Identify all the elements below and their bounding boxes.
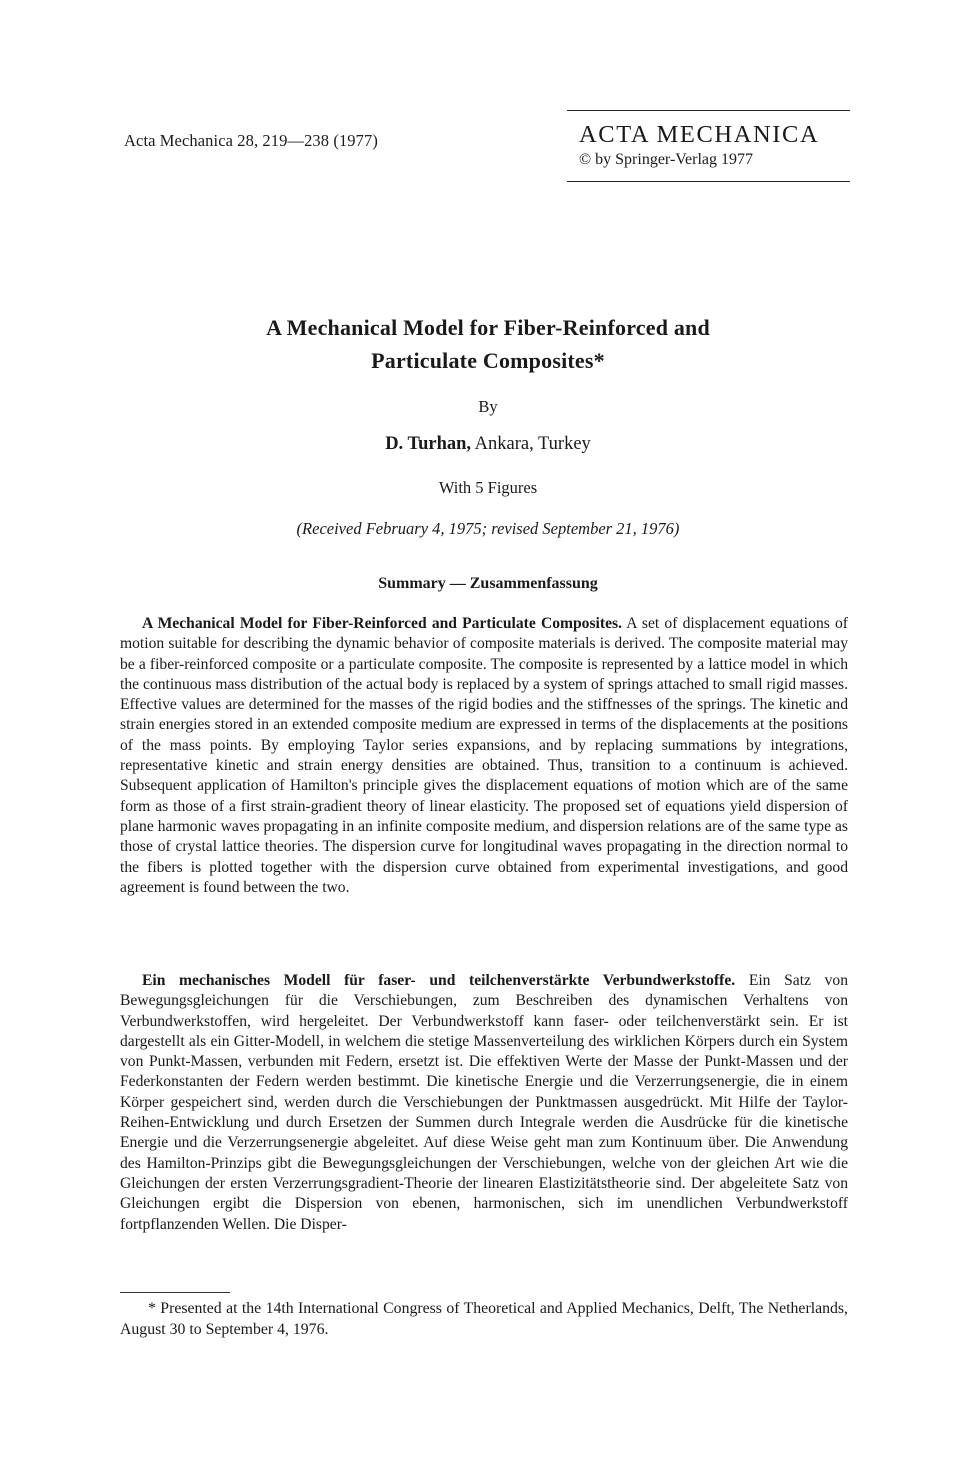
english-summary [120, 614, 848, 898]
english-summary-lead: A Mechanical Model for Fiber-Reinforced and Particulate Composites. [142, 615, 622, 632]
article-title-line-2: Particulate Composites* [371, 348, 605, 373]
journal-name: ACTA MECHANICA [579, 121, 820, 148]
author-location: Ankara, Turkey [471, 434, 591, 454]
article-title-line-1: A Mechanical Model for Fiber-Reinforced and [266, 315, 710, 340]
figures-note: With 5 Figures [438, 478, 538, 497]
journal-copyright: © by Springer-Verlag 1977 [579, 151, 754, 168]
received-dates: (Received February 4, 1975; revised September 21, 1976) [296, 519, 680, 538]
german-summary [120, 971, 848, 1235]
footnote-text: * Presented at the 14th International Congress of Theoretical and Applied Mechanics, Delft, The Netherlands, August 30 to September 4, 1976. [120, 1300, 848, 1338]
author-line [0, 434, 976, 455]
journal-masthead [567, 110, 850, 182]
journal-citation: Acta Mechanica 28, 219—238 (1977) [124, 131, 378, 150]
author-name: D. Turhan, [385, 434, 472, 454]
byline-label: By [478, 397, 498, 416]
footnote [120, 1298, 848, 1340]
german-summary-text: Ein Satz von Bewegungsgleichungen für die Verschiebungen, zum Beschreiben des dynamischen Verhaltens von Verbundwerkstoffen, wird hergeleitet. Der Verbundwerkstoff kann faser- oder teilchenverstärkt sein. Er ist dargestellt als ein Gitter-Modell, in welchem die stetige Massenverteilung des wirklichen Körpers durch ein System von Punkt-Massen, verbunden mit Federn, ersetzt ist. Die effektiven Werte der Masse der Punkt-Massen und der Federkonstanten der Federn werden bestimmt. Die kinetische Energie und die Verzerrungsenergie, die in einem Körper gespeichert sind, werden durch die Verschiebungen der Punktmassen ausgedrückt. Mit Hilfe der Taylor-Reihen-Entwicklung und durch Ersetzen der Summen durch Integrale werden die Ausdrücke für die kinetische Energie und die Verzerrungsenergie abgeleitet. Auf diese Weise geht man zum Kontinuum über. Die Anwendung des Hamilton-Prinzips gibt die Bewegungsgleichungen der Verschiebungen, welche von der gleichen Art wie die Gleichungen der ersten Verzerrungsgradient-Theorie der linearen Elastizitätstheorie sind. Der abgeleitete Satz von Gleichungen ergibt die Dispersion von ebenen, harmonischen, sich im unendlichen Verbundwerkstoff fortpflanzenden Wellen. Die Disper- [120, 972, 848, 1233]
footnote-divider [120, 1292, 230, 1293]
summary-heading: Summary — Zusammenfassung [378, 575, 598, 592]
english-summary-text: A set of displacement equations of motion suitable for describing the dynamic behavior of composite materials is derived. The composite material may be a fiber-reinforced composite or a particulate composite. The composite is represented by a lattice model in which the continuous mass distribution of the actual body is replaced by a system of springs attached to small rigid masses. Effective values are determined for the masses of the rigid bodies and the stiffnesses of the springs. The kinetic and strain energies stored in an extended composite medium are expressed in terms of the displacements at the positions of the mass points. By employing Taylor series expansions, and by replacing summations by integrations, representative kinetic and strain energy densities are obtained. Thus, transition to a continuum is achieved. Subsequent application of Hamilton's principle gives the displacement equations of motion which are of the same form as those of a first strain-gradient theory of linear elasticity. The proposed set of equations yield dispersion of plane harmonic waves propagating in an infinite composite medium, and dispersion relations are of the same type as those of crystal lattice theories. The dispersion curve for longitudinal waves propagating in the direction normal to the fibers is plotted together with the dispersion curve obtained from experimental investigations, and good agreement is found between the two. [120, 615, 848, 896]
german-summary-lead: Ein mechanisches Modell für faser- und teilchenverstärkte Verbundwerkstoffe. [142, 972, 736, 989]
